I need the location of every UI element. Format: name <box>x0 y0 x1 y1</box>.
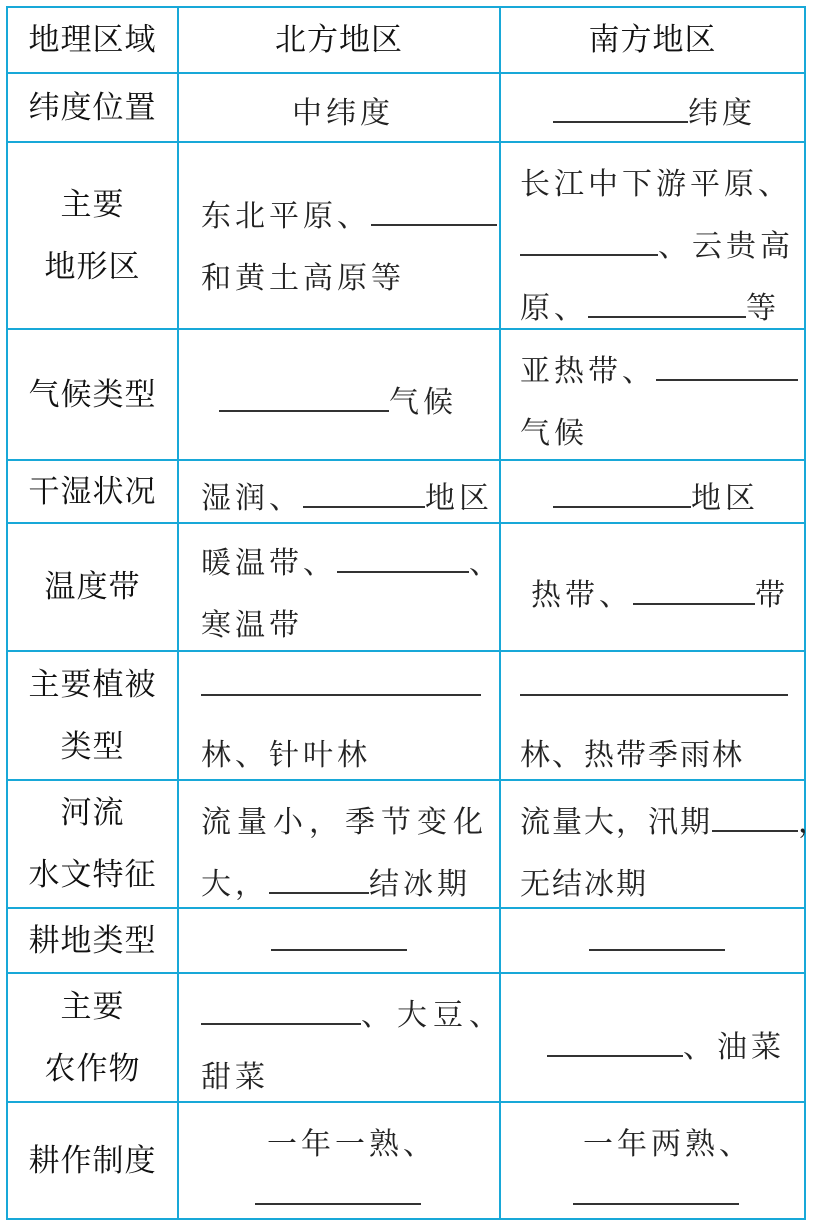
terrain-south-line3 <box>520 283 780 327</box>
terrain-south <box>501 143 804 328</box>
climate-south-line1 <box>520 346 798 390</box>
humidity-south <box>501 461 804 522</box>
temperature-south-suffix: 带 <box>755 578 789 613</box>
cropping-label-text: 耕作制度 <box>28 1142 157 1179</box>
crops-label-line2: 农作物 <box>44 1050 141 1087</box>
vegetation-north <box>179 652 499 779</box>
hydrology-north-text1: 流量小，季节变化 <box>201 805 489 840</box>
climate-south-text1: 亚热带、 <box>520 354 656 389</box>
humidity-label-text: 干湿状况 <box>28 473 157 510</box>
latitude-south <box>501 74 804 141</box>
hydrology-label <box>8 781 177 907</box>
terrain-north <box>179 143 499 328</box>
hydrology-north-line2 <box>201 859 471 903</box>
hydrology-label-line2: 水文特征 <box>28 857 157 893</box>
climate-label <box>8 330 177 459</box>
vegetation-south-text2: 林、热带季雨林 <box>520 738 744 773</box>
cropping-south <box>501 1103 804 1218</box>
terrain-south-text3b: 等 <box>746 291 780 326</box>
climate-south-text2: 气候 <box>520 416 588 451</box>
climate-north <box>179 330 499 459</box>
answer-blank[interactable] <box>588 290 746 318</box>
answer-blank[interactable] <box>573 1177 739 1205</box>
crops-label <box>8 974 177 1101</box>
hydrology-north <box>179 781 499 907</box>
answer-blank[interactable] <box>547 1029 683 1057</box>
answer-blank[interactable] <box>520 228 658 256</box>
header-north-text: 北方地区 <box>275 22 403 58</box>
hydrology-south <box>501 781 830 907</box>
vegetation-north-line1 <box>201 668 481 704</box>
humidity-north <box>179 461 499 522</box>
table-border-bottom <box>6 1218 806 1220</box>
answer-blank[interactable] <box>553 95 688 123</box>
terrain-south-text1: 长江中下游平原、 <box>520 167 792 202</box>
answer-blank[interactable] <box>201 668 481 696</box>
answer-blank[interactable] <box>589 923 725 951</box>
latitude-north <box>179 74 499 141</box>
header-south-text: 南方地区 <box>588 22 717 58</box>
temperature-south-line <box>531 570 789 614</box>
terrain-south-text2: 、云贵高 <box>658 229 794 264</box>
vegetation-south <box>501 652 804 779</box>
header-label <box>8 8 177 72</box>
answer-blank[interactable] <box>219 384 389 412</box>
humidity-label <box>8 461 177 522</box>
answer-blank[interactable] <box>553 480 691 508</box>
hydrology-north-text2b: 结冰期 <box>369 867 471 902</box>
farmland-south-line <box>589 923 725 959</box>
crops-south-suffix: 、油菜 <box>683 1030 785 1065</box>
latitude-label-text: 纬度位置 <box>28 89 157 126</box>
terrain-south-line2 <box>520 221 794 265</box>
humidity-south-suffix: 地区 <box>691 481 759 516</box>
vegetation-label-line2: 类型 <box>60 728 125 765</box>
farmland-label-text: 耕地类型 <box>28 922 157 959</box>
latitude-south-fill <box>553 88 756 132</box>
crops-south-line <box>547 1022 785 1066</box>
terrain-label-line1: 主要 <box>60 186 125 223</box>
cropping-north-text1: 一年一熟、 <box>267 1127 437 1162</box>
latitude-south-suffix: 纬度 <box>688 96 756 131</box>
temperature-label-text: 温度带 <box>44 569 141 605</box>
terrain-north-line1 <box>201 191 497 235</box>
crops-north-text2: 甜菜 <box>201 1060 269 1095</box>
table-border-right <box>804 6 806 1220</box>
vegetation-south-line1 <box>520 668 788 704</box>
farmland-north <box>179 909 499 972</box>
hydrology-label-line1: 河流 <box>60 795 125 831</box>
climate-north-suffix-text: 气候 <box>389 385 457 420</box>
answer-blank[interactable] <box>371 198 497 226</box>
temperature-north-text1: 暖温带、 <box>201 546 337 581</box>
header-south <box>501 8 804 72</box>
latitude-north-text: 中纬度 <box>292 96 394 131</box>
temperature-north-line1 <box>201 538 503 582</box>
climate-north-line <box>219 377 457 421</box>
cropping-south-text1: 一年两熟、 <box>583 1127 753 1162</box>
vegetation-label-line1: 主要植被 <box>28 666 157 703</box>
answer-blank[interactable] <box>656 353 798 381</box>
crops-label-line1: 主要 <box>60 988 125 1025</box>
answer-blank[interactable] <box>269 866 369 894</box>
farmland-south <box>501 909 804 972</box>
temperature-south <box>501 524 804 650</box>
temperature-label <box>8 524 177 650</box>
crops-north-text1: 、大豆、 <box>361 998 505 1033</box>
hydrology-south-line1 <box>520 797 830 841</box>
answer-blank[interactable] <box>337 545 469 573</box>
humidity-north-prefix: 湿润、 <box>201 481 303 516</box>
terrain-north-text1: 东北平原、 <box>201 199 371 234</box>
humidity-south-line <box>553 473 759 517</box>
crops-south <box>501 974 804 1101</box>
temperature-south-prefix: 热带、 <box>531 578 633 613</box>
comparison-table <box>6 6 830 1220</box>
answer-blank[interactable] <box>520 668 788 696</box>
hydrology-north-text2a: 大， <box>201 867 269 902</box>
climate-label-text: 气候类型 <box>28 376 157 413</box>
cropping-north-line2 <box>255 1177 421 1213</box>
answer-blank[interactable] <box>201 997 361 1025</box>
latitude-label <box>8 74 177 141</box>
answer-blank[interactable] <box>633 577 755 605</box>
answer-blank[interactable] <box>303 480 425 508</box>
vegetation-north-text2: 林、针叶林 <box>201 738 371 773</box>
terrain-label-line2: 地形区 <box>44 248 141 285</box>
hydrology-south-text1a: 流量大，汛期 <box>520 805 712 840</box>
vegetation-label <box>8 652 177 779</box>
temperature-north <box>179 524 503 650</box>
farmland-label <box>8 909 177 972</box>
temperature-north-text1b: 、 <box>469 546 503 581</box>
header-north <box>179 8 499 72</box>
crops-north <box>179 974 505 1101</box>
cropping-label <box>8 1103 177 1218</box>
answer-blank[interactable] <box>712 804 798 832</box>
humidity-north-line <box>201 473 493 517</box>
cropping-north <box>179 1103 499 1218</box>
hydrology-south-text2: 无结冰期 <box>520 867 648 902</box>
cropping-south-line2 <box>573 1177 739 1213</box>
climate-south <box>501 330 804 459</box>
terrain-north-text2: 和黄土高原等 <box>201 261 405 296</box>
terrain-label <box>8 143 177 328</box>
farmland-north-line <box>271 923 407 959</box>
header-label-text: 地理区域 <box>28 22 157 58</box>
answer-blank[interactable] <box>271 923 407 951</box>
terrain-south-text3a: 原、 <box>520 291 588 326</box>
humidity-north-suffix: 地区 <box>425 481 493 516</box>
temperature-north-text2: 寒温带 <box>201 608 303 643</box>
hydrology-south-text1b: ， <box>798 805 830 840</box>
crops-north-line1 <box>201 990 505 1034</box>
answer-blank[interactable] <box>255 1177 421 1205</box>
